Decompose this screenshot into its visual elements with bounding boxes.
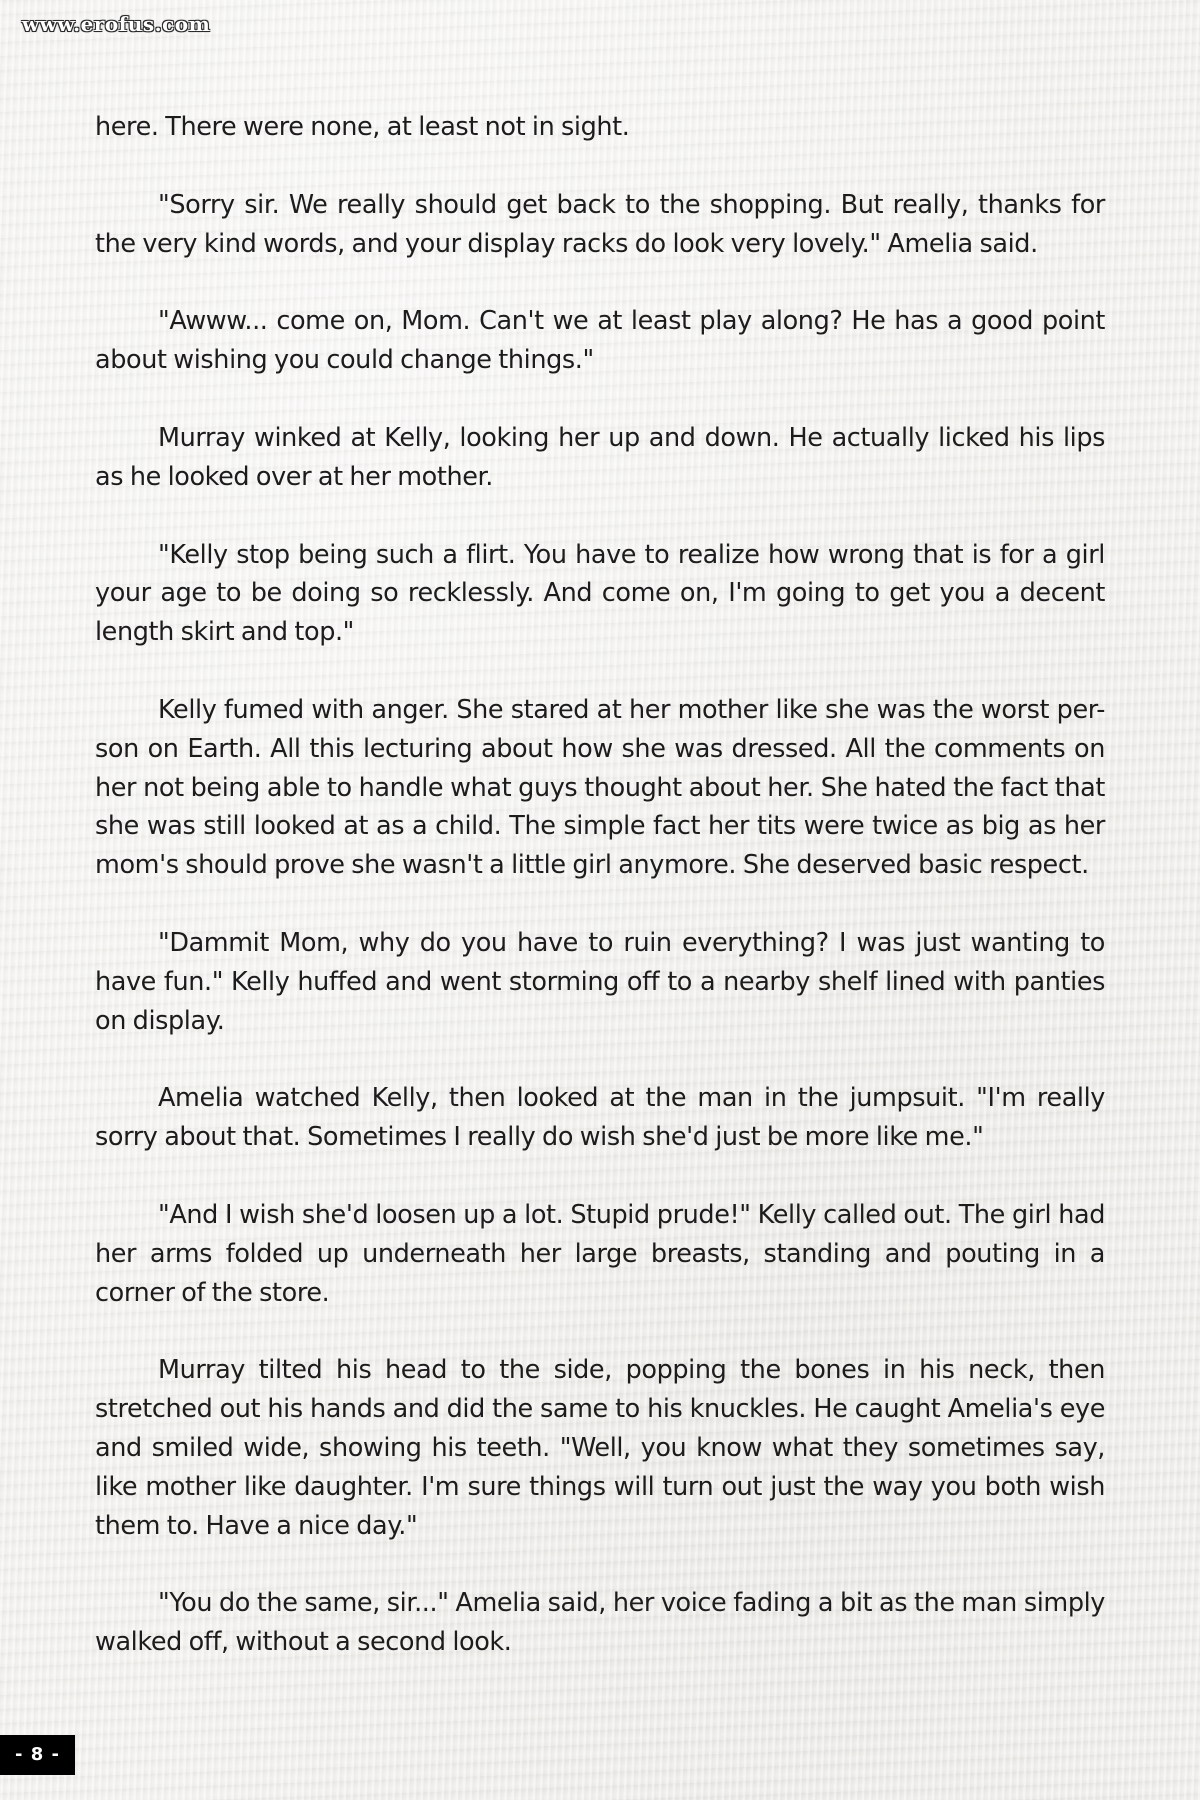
story-text <box>95 108 1105 1701</box>
paragraph-4: Murray winked at Kelly, looking her up and down. He actually licked his lips as he looked over at her mother. <box>95 422 1105 492</box>
paragraph-11: "You do the same, sir..." Amelia said, her voice fading a bit as the man simply walked off, without a second look. <box>95 1588 1105 1658</box>
paragraph-10: Murray tilted his head to the side, popping the bones in his neck, then stretched out his hands and did the same to his knuckles. He caught Amelia's eye and smiled wide, showing his teeth. "Well, you know what they sometimes say, like mother like daughter. I'm sure things will turn out just the way you both wish them to. Have a nice day." <box>95 1355 1105 1541</box>
paragraph-1: here. There were none, at least not in sight. <box>95 112 630 142</box>
paragraph-2: "Sorry sir. We really should get back to the shopping. But really, thanks for the very kind words, and your display racks do look very lovely." Amelia said. <box>95 189 1105 259</box>
site-watermark: www.erofus.com <box>22 12 211 36</box>
paragraph-7: "Dammit Mom, why do you have to ruin everything? I was just wanting to have fun." Kelly huffed and went storming off to a nearby shelf lined with panties on display. <box>95 927 1105 1036</box>
paragraph-5: "Kelly stop being such a flirt. You have to realize how wrong that is for a girl your age to be doing so recklessly. And come on, I'm going to get you a decent length skirt and top." <box>95 539 1105 648</box>
paragraph-6: Kelly fumed with anger. She stared at her mother like she was the worst per-son on Earth. All this lecturing about how she was dressed. All the comments on her not being able to handle what guys thought about her. She hated the fact that she was still looked at as a child. The simple fact her tits were twice as big as her mom's should prove she wasn't a little girl anymore. She deserved basic respect. <box>95 694 1105 881</box>
paragraph-8: Amelia watched Kelly, then looked at the man in the jumpsuit. "I'm really sorry about that. Sometimes I really do wish she'd just be more like me." <box>95 1083 1105 1153</box>
paragraph-3: "Awww... come on, Mom. Can't we at least play along? He has a good point about wishing you could change things." <box>95 306 1105 376</box>
paragraph-9: "And I wish she'd loosen up a lot. Stupid prude!" Kelly called out. The girl had her arms folded up underneath her large breasts, standing and pouting in a corner of the store. <box>95 1199 1105 1308</box>
page-number-badge: - 8 - <box>0 1735 75 1775</box>
